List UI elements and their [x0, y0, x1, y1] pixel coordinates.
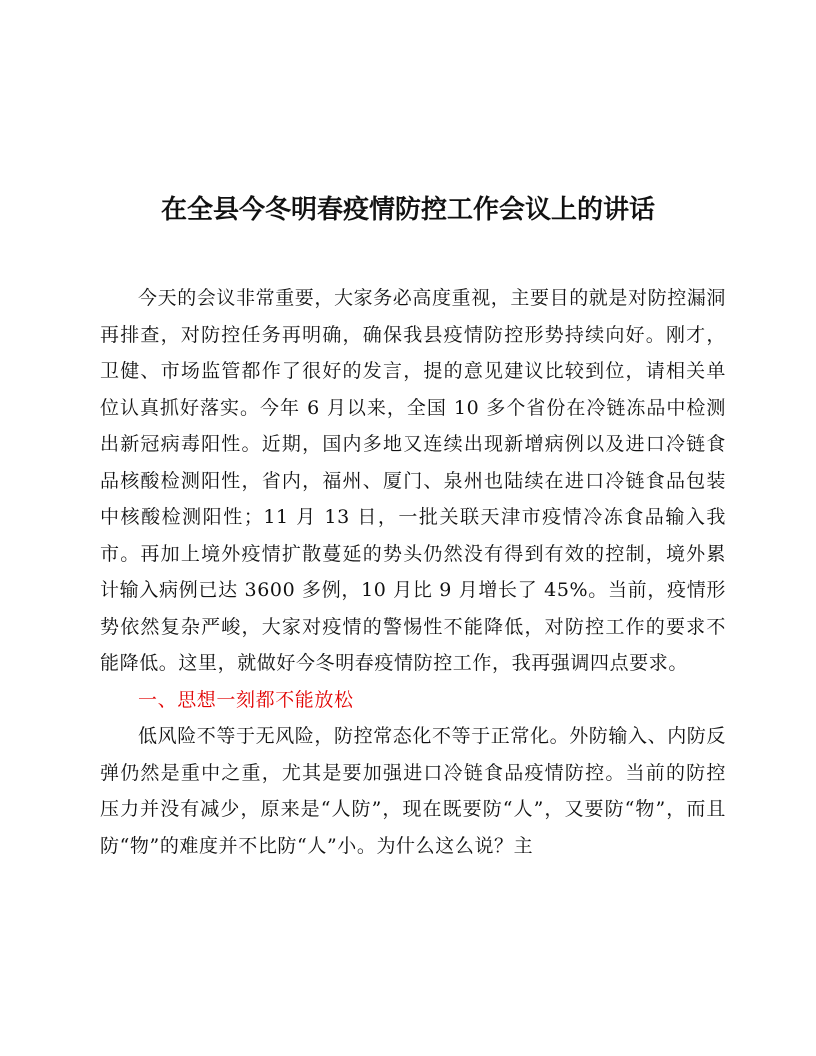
document-body: [100, 280, 726, 864]
document-title: 在全县今冬明春疫情防控工作会议上的讲话: [160, 195, 655, 225]
section-paragraph: 低风险不等于无风险，防控常态化不等于正常化。外防输入、内防反弹仍然是重中之重，尤其是要加强进口冷链食品疫情防控。当前的防控压力并没有减少，原来是“人防”，现在既要防“人”，又要防“物”，而且防“物”的难度并不比防“人”小。为什么这么说？主: [100, 725, 727, 857]
section-heading: 一、思想一刻都不能放松: [138, 688, 354, 711]
intro-paragraph: 今天的会议非常重要，大家务必高度重视，主要目的就是对防控漏洞再排查，对防控任务再明确，确保我县疫情防控形势持续向好。刚才，卫健、市场监管都作了很好的发言，提的意见建议比较到位，请相关单位认真抓好落实。今年 6 月以来，全国 10 多个省份在冷链冻品中检测出新冠病毒阳性。近期，国内多地又连续出现新增病例以及进口冷链食品核酸检测阳性，省内，福州、厦门、泉州也陆续在进口冷链食品包装中核酸检测阳性；11 月 13 日，一批关联天津市疫情冷冻食品输入我市。再加上境外疫情扩散蔓延的势头仍然没有得到有效的控制，境外累计输入病例已达 3600 多例，10 月比 9 月增长了 45%。当前，疫情形势依然复杂严峻，大家对疫情的警惕性不能降低，对防控工作的要求不能降低。这里，就做好今冬明春疫情防控工作，我再强调四点要求。: [100, 287, 727, 674]
